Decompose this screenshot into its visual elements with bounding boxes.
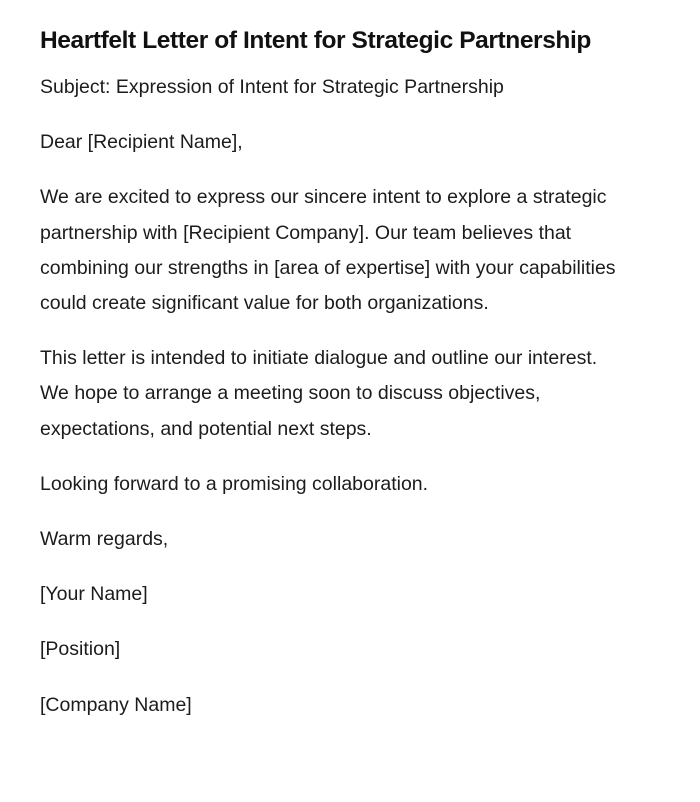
signature-name: [Your Name]	[40, 583, 148, 606]
signature-company: [Company Name]	[40, 693, 192, 716]
letter-paragraph-3: Looking forward to a promising collaboration.	[40, 472, 429, 495]
letter-salutation: Dear [Recipient Name],	[40, 131, 243, 154]
letter-document	[40, 22, 680, 723]
signature-position: [Position]	[40, 638, 121, 661]
page-title: Heartfelt Letter of Intent for Strategic Partnership	[40, 27, 591, 54]
letter-closing: Warm regards,	[40, 528, 169, 551]
letter-subject: Subject: Expression of Intent for Strategic Partnership	[40, 76, 504, 98]
letter-paragraph-1: We are excited to express our sincere intent to explore a strategic partnership with [Recipient Company]. Our team believes that combining our strengths in [area of expertise] with your capabilities could create significant value for both organizations.	[40, 186, 616, 315]
letter-paragraph-2: This letter is intended to initiate dialogue and outline our interest. We hope to arrange a meeting soon to discuss objectives, expectations, and potential next steps.	[40, 347, 598, 440]
